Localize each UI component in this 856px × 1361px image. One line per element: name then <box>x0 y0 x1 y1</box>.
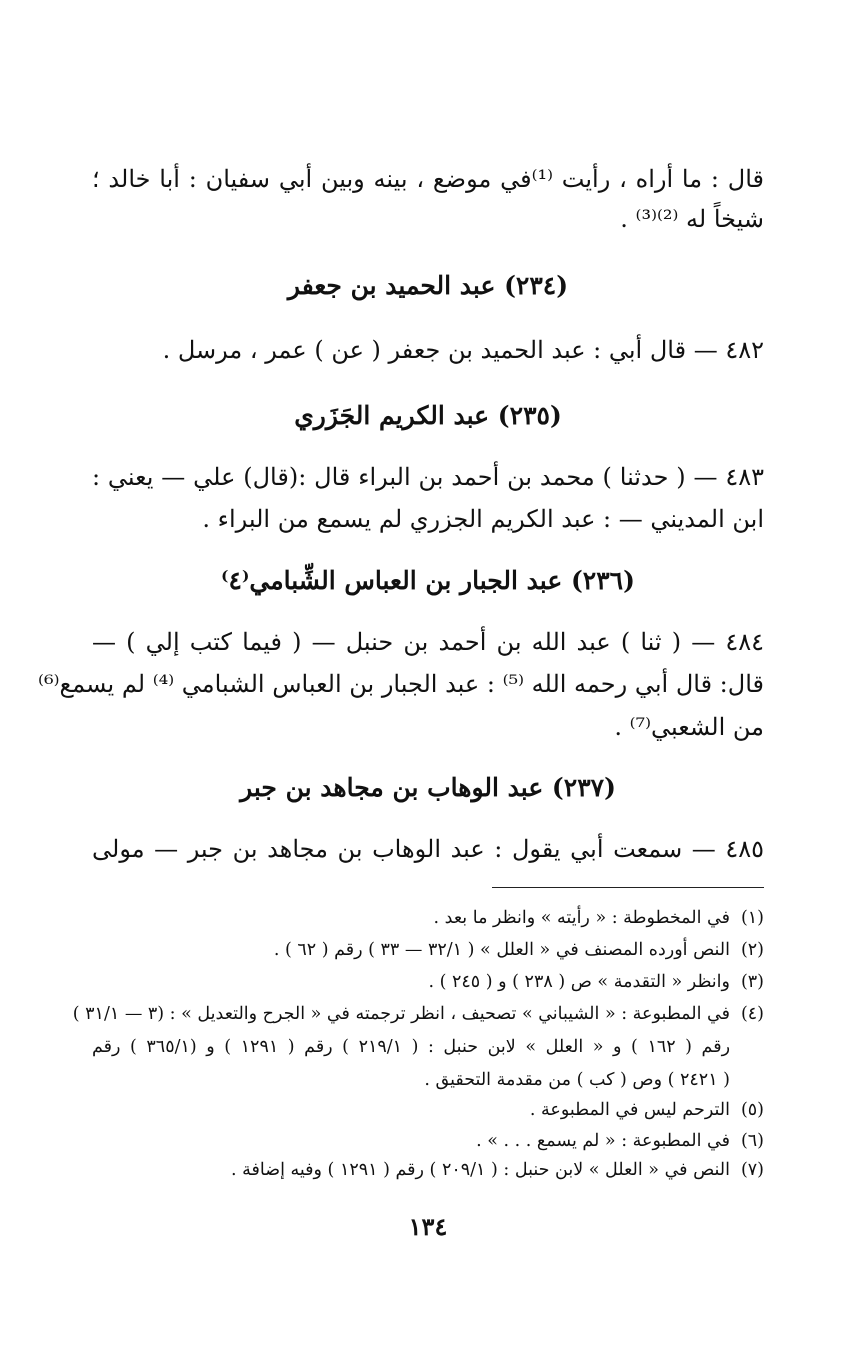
entry-482: ٤٨٢ — قال أبي : عبد الحميد بن جعفر ( عن ) عمر ، مرسل . <box>162 336 764 364</box>
footnote-text: في المطبوعة : « الشيباني » تصحيف ، انظر ترجمته في « الجرح والتعديل » : (٣ — ٣١/١ ) <box>72 1004 730 1024</box>
footnote-text: في المطبوعة : « لم يسمع . . . » . <box>476 1131 730 1151</box>
footnote-5 <box>92 1098 764 1122</box>
page-number: ١٣٤ <box>408 1212 448 1241</box>
footnote-2 <box>92 938 764 962</box>
footnote-text: النص في « العلل » لابن حنبل : ( ٢٠٩/١ ) رقم ( ١٢٩١ ) وفيه إضافة . <box>231 1160 730 1180</box>
entry-484-line-1: ٤٨٤ — ( ثنا ) عبد الله بن أحمد بن حنبل — ( فيما كتب إلي ) — <box>92 628 764 656</box>
text-line-1: قال : ما أراه ، رأيت ⁽¹⁾في موضع ، بينه وبين أبي سفيان : أبا خالد ؛ <box>92 165 764 193</box>
section-heading-234: (٢٣٤) عبد الحميد بن جعفر <box>287 271 569 300</box>
footnote-number: (٤) <box>740 1004 764 1024</box>
footnote-4-continuation-1: رقم ( ١٦٢ ) و « العلل » لابن حنبل : ( ٢١٩/١ ) رقم ( ١٢٩١ ) و (٣٦٥/١ ) رقم <box>92 1037 731 1057</box>
footnote-number: (١) <box>740 908 764 928</box>
entry-484-line-3: من الشعبي⁽⁷⁾ . <box>614 713 764 741</box>
entry-484-line-2: قال: قال أبي رحمه الله ⁽⁵⁾ : عبد الجبار بن العباس الشبامي ⁽⁴⁾ لم يسمع⁽⁶⁾ <box>38 670 764 698</box>
footnote-text: النص أورده المصنف في « العلل » ( ٣٢/١ — ٣٣ ) رقم ( ٦٢ ) . <box>273 940 730 960</box>
footnote-number: (٥) <box>740 1100 764 1120</box>
footnote-number: (٣) <box>740 972 764 992</box>
footnote-4 <box>72 1002 764 1026</box>
entry-483-line-2: ابن المديني — : عبد الكريم الجزري لم يسمع من البراء . <box>202 505 764 533</box>
footnote-text: في المخطوطة : « رأيته » وانظر ما بعد . <box>433 908 730 928</box>
entry-485: ٤٨٥ — سمعت أبي يقول : عبد الوهاب بن مجاهد بن جبر — مولى <box>92 835 764 863</box>
entry-483-line-1: ٤٨٣ — ( حدثنا ) محمد بن أحمد بن البراء قال :(قال) علي — يعني : <box>92 463 764 491</box>
footnote-6 <box>92 1129 764 1153</box>
footnote-number: (٧) <box>740 1160 764 1180</box>
footnote-3 <box>92 970 764 994</box>
section-heading-236: (٢٣٦) عبد الجبار بن العباس الشِّبامي⁽٤⁾ <box>221 566 635 595</box>
footnote-separator <box>492 887 764 888</box>
section-heading-237: (٢٣٧) عبد الوهاب بن مجاهد بن جبر <box>240 773 616 802</box>
text-line-2: شيخاً له ⁽²⁾⁽³⁾ . <box>620 205 764 233</box>
footnote-4-continuation-2: ( ٢٤٢١ ) وص ( كب ) من مقدمة التحقيق . <box>424 1070 730 1090</box>
footnote-number: (٦) <box>740 1131 764 1151</box>
footnote-text: وانظر « التقدمة » ص ( ٢٣٨ ) و ( ٢٤٥ ) . <box>428 972 730 992</box>
section-heading-235: (٢٣٥) عبد الكريم الجَزَري <box>294 401 562 430</box>
footnote-1 <box>92 906 764 930</box>
footnote-number: (٢) <box>740 940 764 960</box>
footnote-7 <box>92 1158 764 1182</box>
footnote-text: الترحم ليس في المطبوعة . <box>529 1100 730 1120</box>
